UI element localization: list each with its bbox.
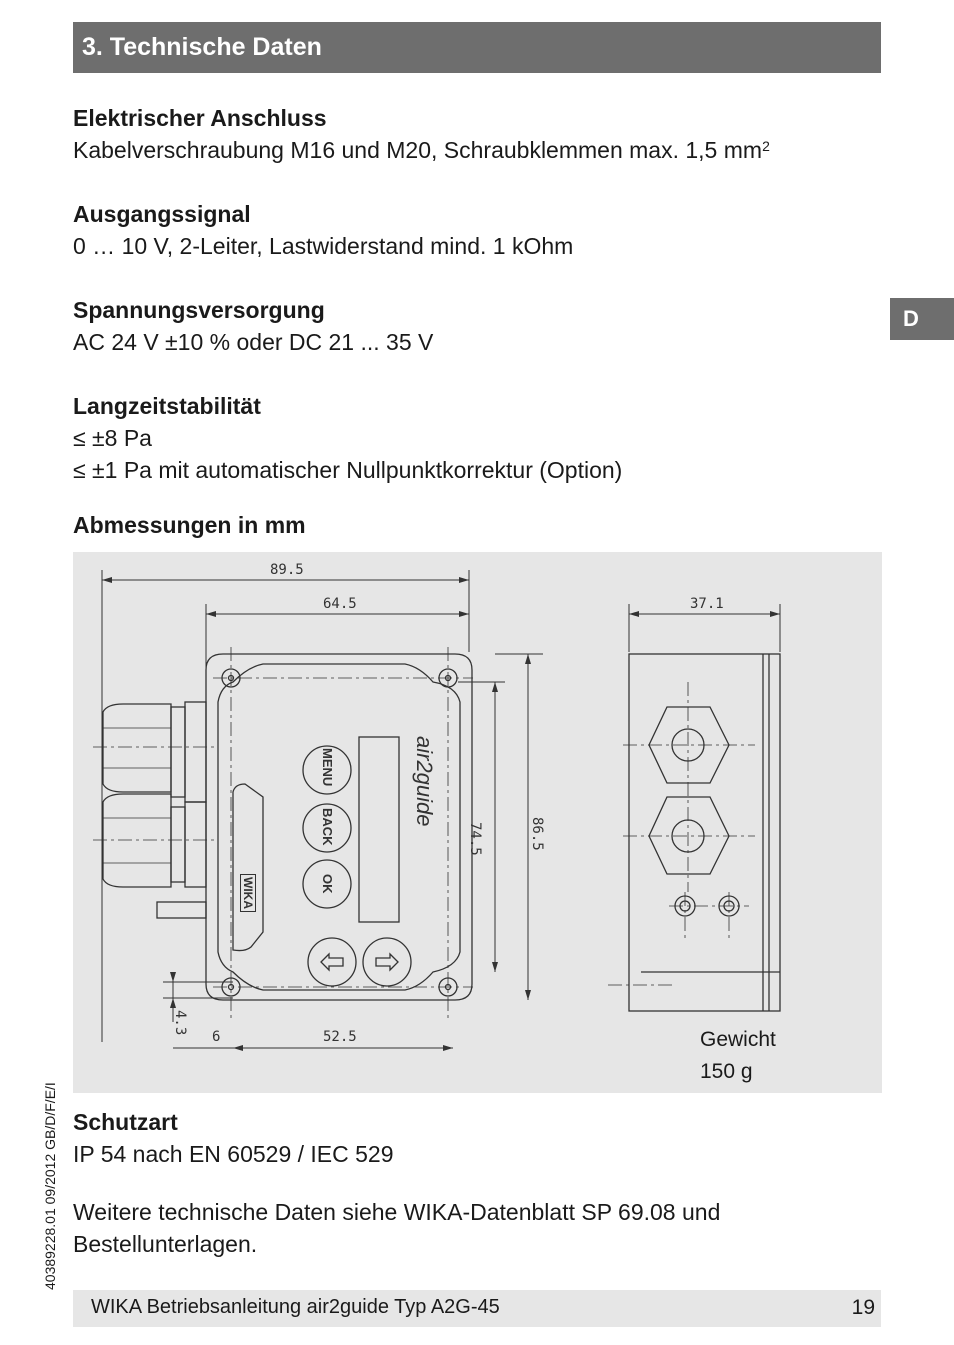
section-elektrischer-anschluss [73, 102, 770, 166]
page-footer [73, 1290, 881, 1327]
section-spannungsversorgung [73, 294, 433, 358]
dim-width-total: 89.5 [270, 562, 304, 578]
text-spannungsversorgung: AC 24 V ±10 % oder DC 21 ... 35 V [73, 329, 434, 355]
heading-langzeitstabilitaet: Langzeitstabilität [73, 393, 261, 419]
heading-ausgangssignal: Ausgangssignal [73, 201, 251, 227]
heading-abmessungen: Abmessungen in mm [73, 512, 306, 538]
dimension-lines [102, 570, 780, 1048]
dim-width-side: 37.1 [690, 596, 724, 612]
page-number: 19 [851, 1296, 875, 1319]
dim-hole-distance: 52.5 [323, 1029, 357, 1045]
dimension-arrows [102, 577, 780, 1051]
document-code: 40389228.01 09/2012 GB/D/F/E/I [42, 1082, 58, 1290]
dim-width-body: 64.5 [323, 596, 357, 612]
front-view-body [206, 654, 472, 1000]
heading-elektrischer-anschluss: Elektrischer Anschluss [73, 105, 327, 131]
text-schutzart: IP 54 nach EN 60529 / IEC 529 [73, 1141, 394, 1167]
dim-height-total: 86.5 [529, 817, 545, 851]
dim-height-inner: 74.5 [467, 822, 483, 856]
brand-label: air2guide [412, 736, 437, 827]
text-elektrischer-value: Kabelverschraubung M16 und M20, Schraubklemmen max. 1,5 mm [73, 137, 763, 163]
cable-glands [103, 702, 206, 918]
weight-value: 150 g [700, 1060, 753, 1083]
heading-schutzart: Schutzart [73, 1109, 178, 1135]
footer-text: WIKA Betriebsanleitung air2guide Typ A2G-45 [91, 1296, 500, 1318]
center-lines [93, 647, 473, 1022]
section-ausgangssignal [73, 198, 573, 262]
section-langzeitstabilitaet [73, 390, 622, 486]
section-weitere-daten [73, 1196, 720, 1260]
text-langzeit-line1: ≤ ±8 Pa [73, 425, 152, 451]
wika-logo: WIKA [240, 874, 256, 912]
dim-offset-left: 6 [212, 1029, 221, 1045]
text-weitere-line2: Bestellunterlagen. [73, 1231, 258, 1257]
text-ausgangssignal: 0 … 10 V, 2-Leiter, Lastwiderstand mind. 1 kOhm [73, 233, 574, 259]
dim-offset-small: 4.3 [172, 1010, 188, 1036]
text-elektrischer-anschluss [73, 134, 770, 166]
side-center-lines [608, 682, 755, 985]
heading-spannungsversorgung: Spannungsversorgung [73, 297, 325, 323]
text-langzeit-line2: ≤ ±1 Pa mit automatischer Nullpunktkorrektur (Option) [73, 457, 623, 483]
language-tab[interactable]: D [890, 298, 954, 340]
ok-button-label: OK [320, 874, 335, 894]
menu-button-label: MENU [320, 748, 335, 787]
weight-label: Gewicht [700, 1028, 776, 1051]
text-weitere-line1: Weitere technische Daten siehe WIKA-Datenblatt SP 69.08 und [73, 1199, 721, 1225]
weight-info [700, 1024, 776, 1088]
back-button-label: BACK [320, 808, 335, 846]
section-abmessungen [73, 509, 306, 541]
dimension-drawing [73, 552, 882, 1093]
section-title: 3. Technische Daten [82, 33, 322, 61]
section-header [73, 22, 881, 73]
superscript: 2 [762, 138, 770, 154]
section-schutzart [73, 1106, 394, 1170]
side-view-body [629, 654, 780, 1011]
